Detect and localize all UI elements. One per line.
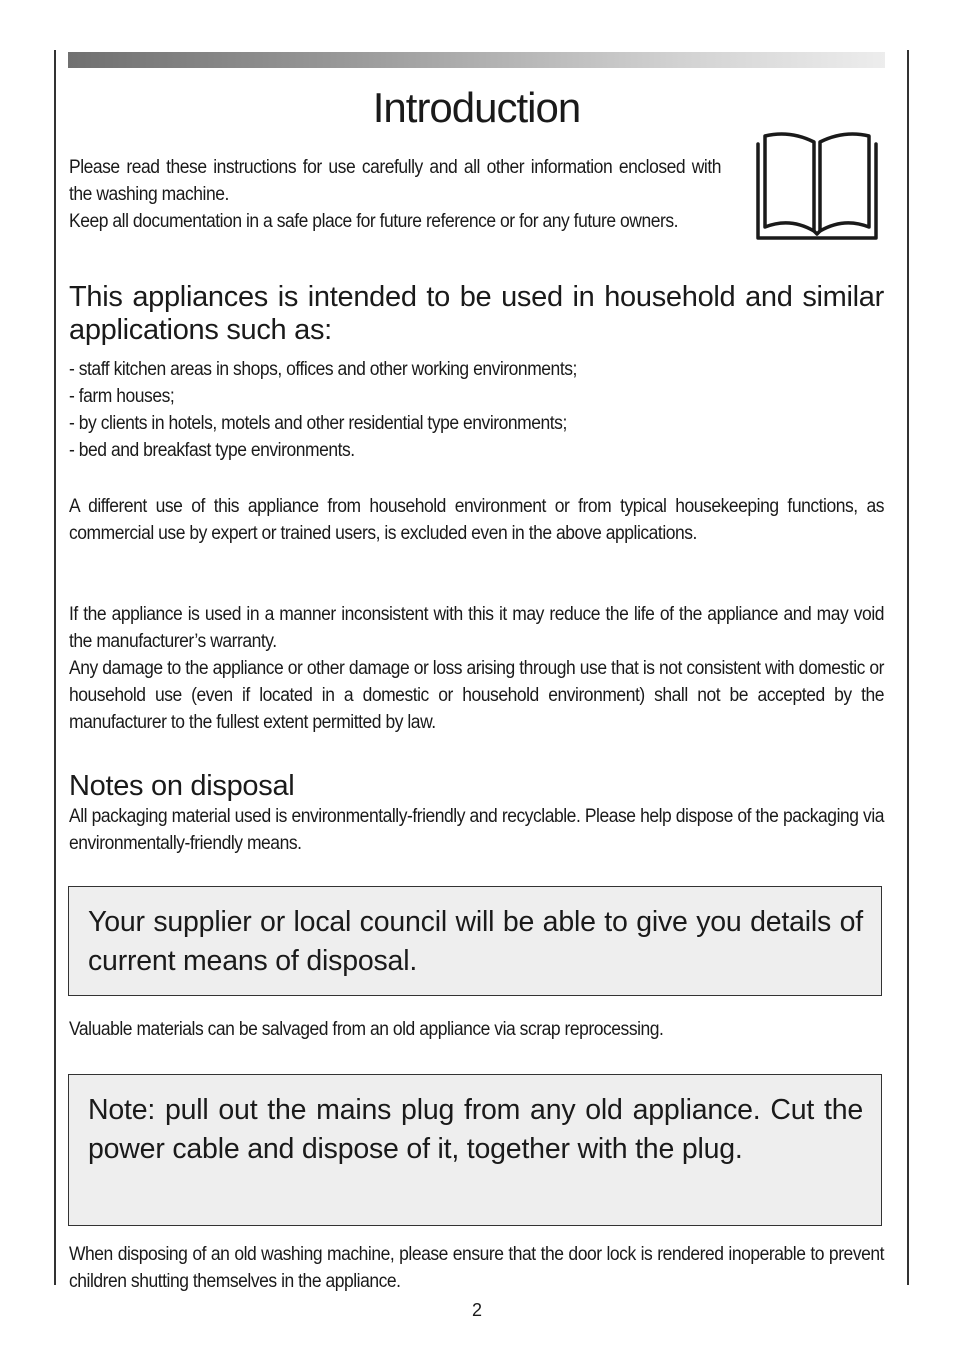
damage-paragraph: Any damage to the appliance or other damage or loss arising through use that is not consistent with domestic or household use (even if located in a domestic or household environment) shall not be accepted by the manufacturer to the fullest extent permitted by law. xyxy=(69,658,885,733)
disposal-heading: Notes on disposal xyxy=(69,770,295,802)
open-book-icon xyxy=(754,130,880,242)
packaging-section xyxy=(69,803,884,857)
different-use-section xyxy=(69,493,884,547)
header-gradient-bar xyxy=(68,52,885,68)
list-item: - staff kitchen areas in shops, offices and other working environments; xyxy=(69,359,577,380)
door-lock-section xyxy=(69,1241,884,1295)
list-item: - farm houses; xyxy=(69,386,175,407)
valuable-section xyxy=(69,1016,884,1043)
supplier-notice-box: Your supplier or local council will be able to give you details of current means of disposal. xyxy=(68,886,882,996)
door-lock-paragraph: When disposing of an old washing machine, please ensure that the door lock is rendered inoperable to prevent children shutting themselves in the appliance. xyxy=(69,1244,885,1292)
valuable-materials-paragraph: Valuable materials can be salvaged from an old appliance via scrap reprocessing. xyxy=(69,1019,664,1040)
usage-list xyxy=(69,356,884,464)
list-item: - by clients in hotels, motels and other residential type environments; xyxy=(69,413,567,434)
warranty-section xyxy=(69,601,884,736)
page-number: 2 xyxy=(471,1300,482,1320)
intro-paragraph-read: Please read these instructions for use carefully and all other information enclosed with the washing machine. xyxy=(69,157,722,205)
intro-section xyxy=(69,154,721,235)
mains-plug-notice-box: Note: pull out the mains plug from any old appliance. Cut the power cable and dispose of it, together with the plug. xyxy=(68,1074,882,1226)
usage-heading: This appliances is intended to be used in household and similar applications such as: xyxy=(69,281,884,346)
different-use-paragraph: A different use of this appliance from household environment or from typical housekeeping functions, as commercial use by expert or trained users, is excluded even in the above applications. xyxy=(69,496,885,544)
inconsistent-use-paragraph: If the appliance is used in a manner inconsistent with this it may reduce the life of the appliance and may void the manufacturer’s warranty. xyxy=(69,604,885,652)
left-margin-line xyxy=(54,50,56,1285)
packaging-paragraph: All packaging material used is environmentally-friendly and recyclable. Please help dispose of the packaging via environmentally-friendly means. xyxy=(69,806,885,854)
list-item: - bed and breakfast type environments. xyxy=(69,440,355,461)
right-margin-line xyxy=(907,50,909,1285)
intro-paragraph-keep: Keep all documentation in a safe place for future reference or for any future owners. xyxy=(69,211,679,232)
page-title: Introduction xyxy=(372,84,581,131)
